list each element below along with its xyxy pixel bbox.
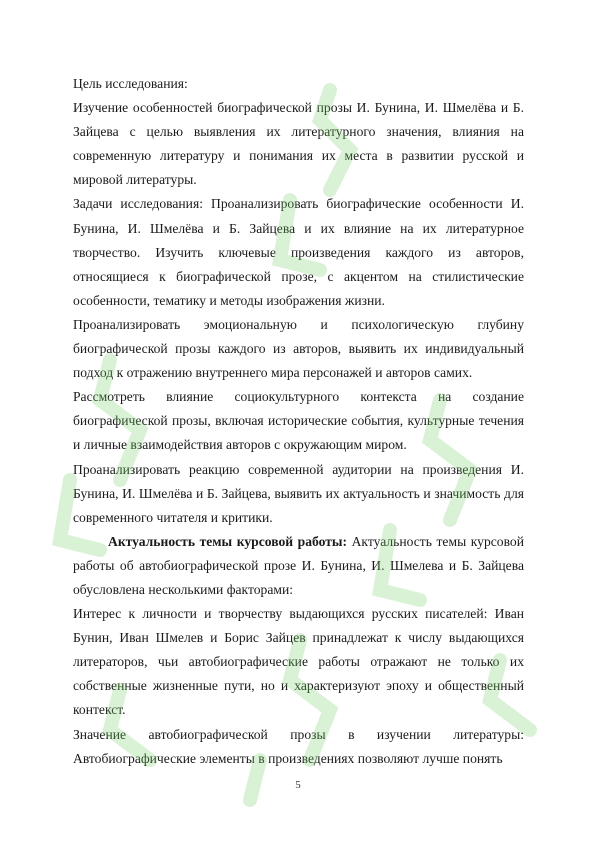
paragraph-task-context: Рассмотреть влияние социокультурного контекста на создание биографической прозы, включая исторические события, культурные течения и личные взаимодействия авторов с окружающим миром.	[73, 389, 524, 453]
paragraph-task-emotional: Проанализировать эмоциональную и психологическую глубину биографической прозы каждого из авторов, выявить их индивидуальный подход к отражению внутреннего мира персонажей и авторов самих.	[73, 316, 524, 381]
paragraph-tasks: Задачи исследования: Проанализировать биографические особенности И. Бунина, И. Шмелёва и Б. Зайцева и их влияние на их литературное творчество. Изучить ключевые произведения каждого из авторов, относящиеся к биографической прозе, с акцентом на стилистические особенности, тематику и методы изображения жизни.	[73, 196, 524, 308]
relevance-heading: Актуальность темы курсовой работы:	[108, 533, 348, 549]
paragraph-relevance	[73, 530, 524, 602]
page-body	[73, 72, 524, 771]
paragraph-goal: Изучение особенностей биографической прозы И. Бунина, И. Шмелёва и Б. Зайцева с целью выявления их литературного значения, влияния на современную литературу и понимания их места в развитии русской и мировой литературы.	[73, 100, 524, 188]
paragraph-task-audience: Проанализировать реакцию современной аудитории на произведения И. Бунина, И. Шмелёва и Б. Зайцева, выявить их актуальность и значимость для современного читателя и критики.	[73, 461, 524, 525]
paragraph-significance: Значение автобиографической прозы в изучении литературы: Автобиографические элементы в произведениях позволяют лучше понять	[73, 726, 524, 766]
paragraph-goal-heading: Цель исследования:	[73, 76, 188, 91]
page-number: 5	[295, 779, 301, 791]
paragraph-interest: Интерес к личности и творчеству выдающихся русских писателей: Иван Бунин, Иван Шмелев и Борис Зайцев принадлежат к числу выдающихся литераторов, чьи автобиографические работы отражают не только их собственные жизненные пути, но и характеризуют эпоху и общественный контекст.	[73, 606, 524, 718]
relevance-text: Актуальность темы курсовой работы об автобиографической прозе И. Бунина, И. Шмелева и Б. Зайцева обусловлена несколькими факторами:	[73, 533, 524, 597]
